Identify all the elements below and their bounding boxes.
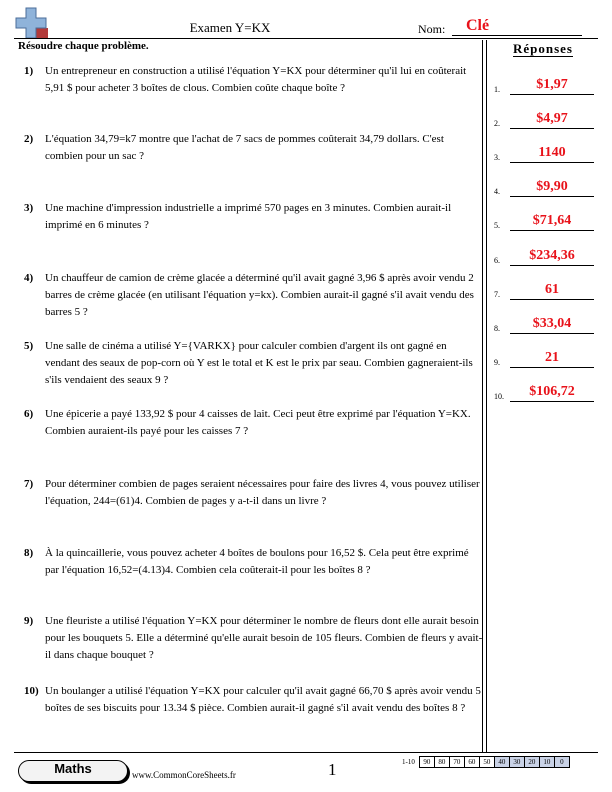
score-range: 1-10 xyxy=(402,758,415,766)
answer-row xyxy=(494,212,594,232)
answer-value: $71,64 xyxy=(532,213,572,228)
score-cell: 90 xyxy=(419,757,434,768)
question-text: Un entrepreneur en construction a utilisé l'équation Y=KX pour déterminer qu'il lui en coûterait 5,91 $ pour acheter 3 boîtes de clous. Combien coûte chaque boîte ? xyxy=(45,65,467,94)
answer-number: 8. xyxy=(494,324,500,333)
subject-label: Maths xyxy=(54,761,92,776)
answer-value: $234,36 xyxy=(529,248,575,263)
question-number: 9) xyxy=(24,615,34,627)
name-line xyxy=(452,35,582,36)
question-text: Pour déterminer combien de pages seraient nécessaires pour faire des livres 4, vous pouvez utiliser l'équation, 244=(61)4. Combien de pages y a-t-il dans un livre ? xyxy=(45,478,480,507)
score-cell: 40 xyxy=(494,757,509,768)
question-number: 1) xyxy=(24,65,34,77)
score-cell: 60 xyxy=(464,757,479,768)
answer-line xyxy=(510,128,594,129)
question-number: 5) xyxy=(24,340,34,352)
answer-row xyxy=(494,383,594,403)
page-title: Examen Y=KX xyxy=(189,20,271,35)
answer-value: $106,72 xyxy=(529,384,575,399)
header-divider xyxy=(14,38,598,39)
answer-row xyxy=(494,144,594,164)
score-cell: 20 xyxy=(524,757,539,768)
question-text: Une salle de cinéma a utilisé Y={VARKX} pour calculer combien d'argent ils ont gagné en vendant des seaux de pop-corn où Y est le total et K est le prix par seau. Combien gagneraient-ils s'ils vendaient des seaux 9 ? xyxy=(45,340,473,386)
answer-number: 6. xyxy=(494,256,500,265)
page-number: 1 xyxy=(328,760,337,779)
answer-value: 21 xyxy=(545,350,559,365)
answers-heading xyxy=(490,41,596,57)
answer-row xyxy=(494,281,594,301)
answer-line xyxy=(510,299,594,300)
question-text: L'équation 34,79=k7 montre que l'achat de 7 sacs de pommes coûterait 34,79 dollars. C'est combien pour un sac ? xyxy=(45,133,444,162)
answer-row xyxy=(494,178,594,198)
answer-value: $4,97 xyxy=(536,111,568,126)
answer-value: $1,97 xyxy=(536,77,568,92)
column-divider xyxy=(486,40,487,752)
score-cell: 70 xyxy=(449,757,464,768)
site-url: www.CommonCoreSheets.fr xyxy=(132,770,236,780)
question-text: Une machine d'impression industrielle a imprimé 570 pages en 3 minutes. Combien aurait-il imprimé en 6 minutes ? xyxy=(45,202,452,231)
score-table xyxy=(400,756,570,768)
answer-number: 9. xyxy=(494,358,500,367)
question-text: Une fleuriste a utilisé l'équation Y=KX pour déterminer le nombre de fleurs dont elle aurait besoin pour les bouquets 5. Elle a déterminé qu'elle aurait besoin de 105 fleurs. Combien de fleurs y avait-il dans chaque bouquet ? xyxy=(45,615,483,661)
column-divider xyxy=(482,40,483,752)
answer-line xyxy=(510,162,594,163)
answer-number: 4. xyxy=(494,187,500,196)
answer-row xyxy=(494,76,594,96)
score-cell: 50 xyxy=(479,757,494,768)
question-text: Une épicerie a payé 133,92 $ pour 4 caisses de lait. Ceci peut être exprimé par l'équation Y=KX. Combien auraient-ils payé pour les caisses 7 ? xyxy=(45,408,471,437)
instruction: Résoudre chaque problème. xyxy=(18,40,149,52)
answer-line xyxy=(510,401,594,402)
answer-line xyxy=(510,196,594,197)
question-text: Un chauffeur de camion de crème glacée a déterminé qu'il avait gagné 3,96 $ après avoir vendu 2 barres de crème glacée (en utilisant l'équation y=kx). Combien aurait-il gagné s'il avait vendu des barres 5 ? xyxy=(45,272,474,318)
name-label: Nom: xyxy=(418,22,446,36)
answer-number: 3. xyxy=(494,153,500,162)
question-text: À la quincaillerie, vous pouvez acheter 4 boîtes de boulons pour 16,52 $. Cela peut être exprimé par l'équation 16,52=(4.13)4. Combien cela coûterait-il pour les boîtes 8 ? xyxy=(45,547,469,576)
plus-sign-logo-icon xyxy=(14,6,50,42)
question-number: 10) xyxy=(24,685,39,697)
score-cell: 30 xyxy=(509,757,524,768)
question-number: 8) xyxy=(24,547,34,559)
question-number: 7) xyxy=(24,478,34,490)
name-value: Clé xyxy=(466,17,490,34)
answer-line xyxy=(510,265,594,266)
question-number: 3) xyxy=(24,202,34,214)
answer-row xyxy=(494,349,594,369)
score-cell: 80 xyxy=(434,757,449,768)
answer-number: 2. xyxy=(494,119,500,128)
answer-value: 1140 xyxy=(538,145,566,160)
answer-number: 10. xyxy=(494,392,504,401)
question-number: 6) xyxy=(24,408,34,420)
score-cell: 0 xyxy=(554,757,569,768)
answer-value: 61 xyxy=(545,282,559,297)
answer-line xyxy=(510,94,594,95)
answer-row xyxy=(494,110,594,130)
answer-value: $33,04 xyxy=(532,316,572,331)
answer-line xyxy=(510,367,594,368)
answer-number: 7. xyxy=(494,290,500,299)
answer-number: 1. xyxy=(494,85,500,94)
answer-row xyxy=(494,247,594,267)
question-number: 2) xyxy=(24,133,34,145)
answer-line xyxy=(510,230,594,231)
answer-number: 5. xyxy=(494,221,500,230)
question-number: 4) xyxy=(24,272,34,284)
answer-row xyxy=(494,315,594,335)
footer-divider xyxy=(14,752,598,753)
question-text: Un boulanger a utilisé l'équation Y=KX pour calculer qu'il avait gagné 66,70 $ après avoir vendu 5 boîtes de ses biscuits pour 13.34 $ pièce. Combien aurait-il gagné s'il avait vendu des boîtes 8 ? xyxy=(45,685,481,714)
answers-heading-text: Réponses xyxy=(512,41,573,56)
score-cell: 10 xyxy=(539,757,554,768)
answer-value: $9,90 xyxy=(536,179,568,194)
answer-line xyxy=(510,333,594,334)
